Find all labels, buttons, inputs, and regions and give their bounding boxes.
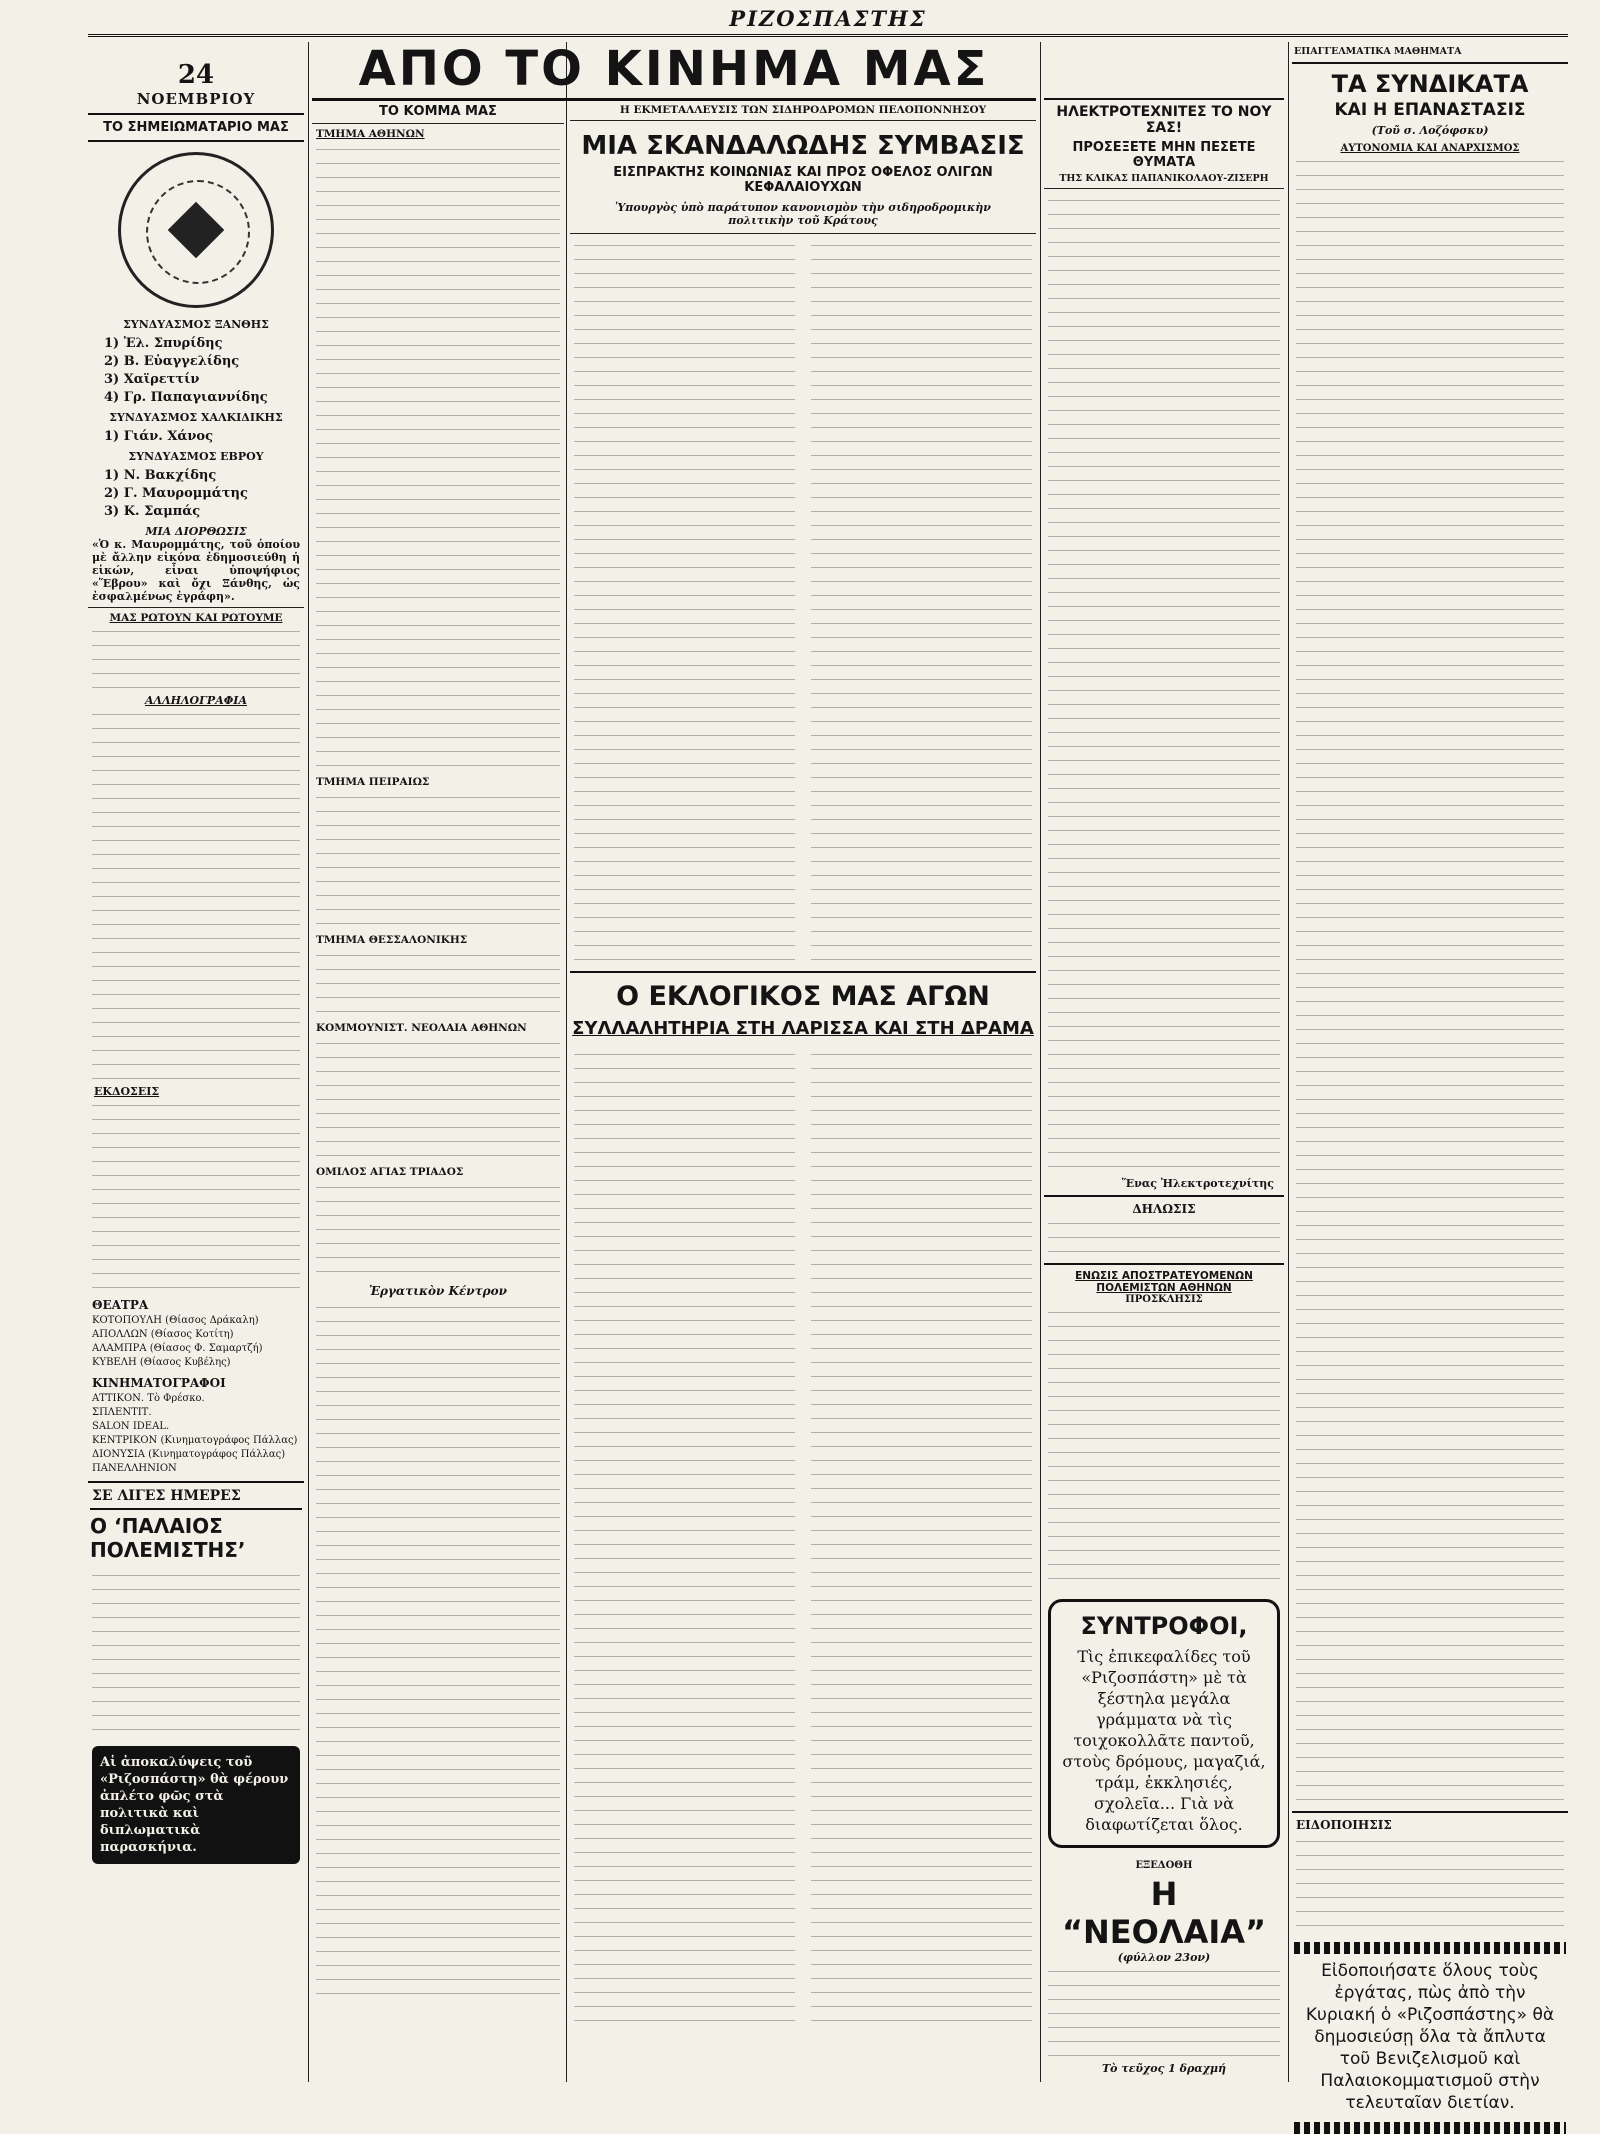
cinema-item: ΚΕΝΤΡΙΚΟΝ (Κινηματογράφος Πάλλας) xyxy=(92,1435,298,1446)
theatre-item: ΚΥΒΕΛΗ (Θίασος Κυβέλης) xyxy=(92,1357,231,1368)
divider xyxy=(1292,1811,1568,1813)
professional-label: ΕΠΑΓΓΕΛΜΑΤΙΚΑ ΜΑΘΗΜΑΤΑ xyxy=(1294,46,1462,57)
comrades-title: ΣΥΝΤΡΟΦΟΙ, xyxy=(1080,1612,1248,1640)
theatre-item: ΑΠΟΛΛΩΝ (Θίασος Κοτίτη) xyxy=(92,1329,234,1340)
xanthi-title: ΣΥΝΔΥΑΣΜΟΣ ΞΑΝΘΗΣ xyxy=(123,318,269,331)
soon-headline: Ο ‘ΠΑΛΑΙΟΣ ΠΟΛΕΜΙΣΤΗΣ’ xyxy=(90,1508,302,1562)
article-text-placeholder xyxy=(1048,193,1280,1173)
electoral-subtitle: ΣΥΛΛΑΛΗΤΗΡΙΑ ΣΤΗ ΛΑΡΙΣΣΑ ΚΑΙ ΣΤΗ ΔΡΑΜΑ xyxy=(572,1018,1034,1039)
article-text-placeholder xyxy=(92,707,300,1085)
xanthi-list xyxy=(104,335,288,407)
column-rule xyxy=(566,42,567,2082)
comrades-text: Τὶς ἐπικεφαλίδες τοῦ «Ριζοσπάστη» μὲ τὰ ξέστηλα μεγάλα γράμματα νὰ τὶς τοιχοκολλᾶτε παντοῦ, στοὺς δρόμους, μαγαζιά, τράμ, ἐκκλησιές, σχολεῖα... Γιὰ νὰ διαφωτίζεται ὅλος. xyxy=(1062,1647,1266,1834)
correction-text: «Ὁ κ. Μαυρομμάτης, τοῦ ὁποίου μὲ ἄλλην εἰκόνα ἐδημοσιεύθη ἡ εἰκών, εἶναι ὑποψήφιος «Ἕβρου» καὶ ὄχι Ξάνθης, ὡς ἐσφαλμένως ἐγράφη». xyxy=(92,538,300,603)
cinema-item: ΑΤΤΙΚΟΝ. Τὸ Φρέσκο. xyxy=(92,1393,205,1404)
piraeus-section-title: ΤΜΗΜΑ ΠΕΙΡΑΙΩΣ xyxy=(316,776,430,788)
article-text-placeholder xyxy=(316,790,560,930)
thessaloniki-section-title: ΤΜΗΜΑ ΘΕΣΣΑΛΟΝΙΚΗΣ xyxy=(316,934,468,946)
electricians-deck: ΤΗΣ ΚΛΙΚΑΣ ΠΑΠΑΝΙΚΟΛΑΟΥ-ΖΙΣΕΡΗ xyxy=(1059,173,1269,184)
syndicates-title: ΤΑ ΣΥΝΔΙΚΑΤΑ xyxy=(1331,70,1529,98)
revelations-notice: Αἱ ἀποκαλύψεις τοῦ «Ριζοσπάστη» θὰ φέρουν ἀπλέτο φῶς στὰ πολιτικὰ καὶ διπλωματικὰ παρασκήνια. xyxy=(92,1746,300,1864)
divider xyxy=(1292,62,1568,64)
declaration-title: ΔΗΛΩΣΙΣ xyxy=(1132,1202,1196,1216)
rotoun-title: ΜΑΣ ΡΩΤΟΥΝ ΚΑΙ ΡΩΤΟΥΜΕ xyxy=(109,612,283,624)
youth-section-title: ΚΟΜΜΟΥΝΙΣΤ. ΝΕΟΛΑΙΑ ΑΘΗΝΩΝ xyxy=(316,1022,527,1034)
column-rule xyxy=(1288,42,1289,2082)
article-text-placeholder xyxy=(1296,1834,1564,1932)
electoral-title: Ο ΕΚΛΟΓΙΚΟΣ ΜΑΣ ΑΓΩΝ xyxy=(616,981,990,1012)
theatre-item: ΚΟΤΟΠΟΥΛΗ (Θίασος Δράκαλη) xyxy=(92,1315,259,1326)
evros-list xyxy=(104,467,288,521)
chalkidiki-list xyxy=(104,428,288,446)
electricians-subtitle: ΠΡΟΣΕΞΕΤΕ ΜΗΝ ΠΕΣΕΤΕ ΘΥΜΑΤΑ xyxy=(1072,140,1256,170)
notice-title: ΕΙΔΟΠΟΙΗΣΙΣ xyxy=(1296,1818,1392,1832)
electricians-column xyxy=(1044,42,1284,2082)
theatres-title: ΘΕΑΤΡΑ xyxy=(92,1298,149,1312)
scandal-article-body xyxy=(570,238,1036,966)
date-box xyxy=(88,60,304,108)
labour-center-title: Ἐργατικὸν Κέντρον xyxy=(369,1284,507,1298)
candidate-name: 2) Β. Εὐαγγελίδης xyxy=(104,354,240,369)
article-text-placeholder xyxy=(92,1098,300,1294)
article-text-placeholder xyxy=(811,1047,1032,2027)
divider xyxy=(570,120,1036,121)
electricians-title: ΗΛΕΚΤΡΟΤΕΧΝΙΤΕΣ ΤΟ ΝΟΥ ΣΑΣ! xyxy=(1044,98,1284,136)
party-column xyxy=(312,104,564,2082)
left-column xyxy=(88,42,304,2082)
cinemas-title: ΚΙΝΗΜΑΤΟΓΡΑΦΟΙ xyxy=(92,1376,226,1390)
column-rule xyxy=(308,42,309,2082)
article-text-placeholder xyxy=(316,1300,560,2000)
correction-title: ΜΙΑ ΔΙΟΡΘΩΣΙΣ xyxy=(145,525,247,538)
divider xyxy=(570,233,1036,234)
hammer-sickle-emblem-icon xyxy=(118,152,274,308)
cinema-item: SALON IDEAL. xyxy=(92,1421,170,1432)
syndicates-subtitle: ΚΑΙ Η ΕΠΑΝΑΣΤΑΣΙΣ xyxy=(1334,100,1526,120)
candidate-name: 3) Χαϊρεττίν xyxy=(104,372,200,387)
correspondence-title: ΑΛΛΗΛΟΓΡΑΦΙΑ xyxy=(145,694,247,707)
masthead-rule xyxy=(88,34,1568,37)
article-text-placeholder xyxy=(1048,1216,1280,1258)
article-text-placeholder xyxy=(1048,1305,1280,1585)
electrician-signature: Ἕνας Ἠλεκτροτεχνίτης xyxy=(1121,1177,1274,1190)
movement-banner xyxy=(312,40,1036,101)
athens-section-title: ΤΜΗΜΑ ΑΘΗΝΩΝ xyxy=(316,128,425,140)
cinema-item: ΔΙΟΝΥΣΙΑ (Κινηματογράφος Πάλλας) xyxy=(92,1449,286,1460)
candidate-name: 3) Κ. Σαμπάς xyxy=(104,504,201,519)
candidate-name: 1) Γιάν. Χάνος xyxy=(104,429,214,444)
newspaper-name: ΡΙΖΟΣΠΑΣΤΗΣ xyxy=(729,6,927,31)
divider xyxy=(88,1481,304,1483)
divider xyxy=(1044,1195,1284,1197)
chalkidiki-title: ΣΥΝΔΥΑΣΜΟΣ ΧΑΛΚΙΔΙΚΗΣ xyxy=(109,411,283,424)
veterans-subtitle: ΠΡΟΣΚΛΗΣΙΣ xyxy=(1125,1294,1203,1305)
cinema-item: ΣΠΛΕΝΤΙΤ. xyxy=(92,1407,152,1418)
theatre-item: ΑΛΑΜΠΡΑ (Θίασος Φ. Σαμαρτζή) xyxy=(92,1343,263,1354)
candidate-name: 2) Γ. Μαυρομμάτης xyxy=(104,486,248,501)
divider xyxy=(88,607,304,608)
divider xyxy=(88,113,304,115)
divider xyxy=(88,140,304,142)
cinema-item: ΠΑΝΕΛΛΗΝΙΟΝ xyxy=(92,1463,177,1474)
banner-title: ΑΠΟ ΤΟ ΚΙΝΗΜΑ ΜΑΣ xyxy=(358,41,990,97)
banner-rule xyxy=(312,98,1036,101)
candidate-name: 4) Γρ. Παπαγιαννίδης xyxy=(104,390,268,405)
article-text-placeholder xyxy=(316,1180,560,1278)
neolaia-issue: (φύλλον 23ον) xyxy=(1117,1951,1211,1964)
trinity-section-title: ΟΜΙΛΟΣ ΑΓΙΑΣ ΤΡΙΑΔΟΣ xyxy=(316,1166,464,1178)
comrades-box xyxy=(1048,1599,1280,1848)
divider xyxy=(1044,1263,1284,1265)
divider xyxy=(1044,188,1284,189)
candidate-name: 1) Ἐλ. Σπυρίδης xyxy=(104,336,223,351)
peloponnese-title: Η ΕΚΜΕΤΑΛΛΕΥΣΙΣ ΤΩΝ ΣΙΔΗΡΟΔΡΟΜΩΝ ΠΕΛΟΠΟΝΝΗΣΟΥ xyxy=(619,104,987,116)
ornament-border xyxy=(1294,2122,1566,2134)
evros-title: ΣΥΝΔΥΑΣΜΟΣ ΕΒΡΟΥ xyxy=(128,450,264,463)
editions-title: ΕΚΔΟΣΕΙΣ xyxy=(94,1085,160,1098)
railways-column xyxy=(570,104,1036,2082)
neolaia-label: ΕΞΕΔΟΘΗ xyxy=(1135,1860,1193,1871)
article-text-placeholder xyxy=(316,948,560,1018)
article-text-placeholder xyxy=(811,238,1032,966)
article-text-placeholder xyxy=(92,624,300,694)
article-text-placeholder xyxy=(92,1568,300,1736)
scandal-title: ΜΙΑ ΣΚΑΝΔΑΛΩΔΗΣ ΣΥΜΒΑΣΙΣ xyxy=(581,131,1025,161)
article-text-placeholder xyxy=(574,1047,795,2027)
article-text-placeholder xyxy=(574,238,795,966)
column-rule xyxy=(1040,42,1041,2082)
article-text-placeholder xyxy=(316,1036,560,1162)
scandal-subtitle: ΕΙΣΠΡΑΚΤΗΣ ΚΟΙΝΩΝΙΑΣ ΚΑΙ ΠΡΟΣ ΟΦΕΛΟΣ ΟΛΙΓΩΝ ΚΕΦΑΛΑΙΟΥΧΩΝ xyxy=(613,165,993,195)
article-text-placeholder xyxy=(1296,154,1564,1806)
article-text-placeholder xyxy=(316,142,560,772)
neolaia-title: Η “ΝΕΟΛΑΙΑ” xyxy=(1061,1875,1267,1951)
soon-label: ΣΕ ΛΙΓΕΣ ΗΜΕΡΕΣ xyxy=(92,1488,241,1504)
scandal-deck: Ὑπουργὸς ὑπὸ παράτυπον κανονισμὸν τὴν σιδηροδρομικὴν πολιτικὴν τοῦ Κράτους xyxy=(615,201,991,227)
electoral-article-body xyxy=(570,1047,1036,2027)
notebook-title: ΤΟ ΣΗΜΕΙΩΜΑΤΑΡΙΟ ΜΑΣ xyxy=(103,120,289,135)
party-title: ΤΟ ΚΟΜΜΑ ΜΑΣ xyxy=(379,104,497,119)
ornament-border xyxy=(1294,1942,1566,1954)
syndicates-byline: (Τοῦ σ. Λοζόφσκυ) xyxy=(1371,124,1489,137)
veterans-title: ΕΝΩΣΙΣ ΑΠΟΣΤΡΑΤΕΥΟΜΕΝΩΝ ΠΟΛΕΜΙΣΤΩΝ ΑΘΗΝΩΝ xyxy=(1075,1270,1253,1294)
autonomy-title: ΑΥΤΟΝΟΜΙΑ ΚΑΙ ΑΝΑΡΧΙΣΜΟΣ xyxy=(1340,143,1520,154)
rizospastis-notice: Εἰδοποιήσατε ὅλους τοὺς ἐργάτας, πὼς ἀπὸ τὴν Κυριακή ὁ «Ριζοσπάστης» θὰ δημοσιεύσῃ ὅλα τὰ ἄπλυτα τοῦ Βενιζελισμοῦ καὶ Παλαιοκομματισμοῦ στὴν τελευταῖαν διετίαν. xyxy=(1305,1961,1555,2113)
cinemas-list xyxy=(92,1392,300,1476)
neolaia-price: Τὸ τεῦχος 1 δραχμή xyxy=(1101,2062,1227,2075)
date-month: ΝΟΕΜΒΡΙΟΥ xyxy=(136,90,256,108)
syndicates-column xyxy=(1292,42,1568,2113)
article-text-placeholder xyxy=(1048,1964,1280,2062)
theatres-list xyxy=(92,1314,300,1370)
divider xyxy=(312,123,564,124)
candidate-name: 1) Ν. Βακχίδης xyxy=(104,468,217,483)
date-day: 24 xyxy=(177,60,215,90)
divider xyxy=(570,971,1036,973)
